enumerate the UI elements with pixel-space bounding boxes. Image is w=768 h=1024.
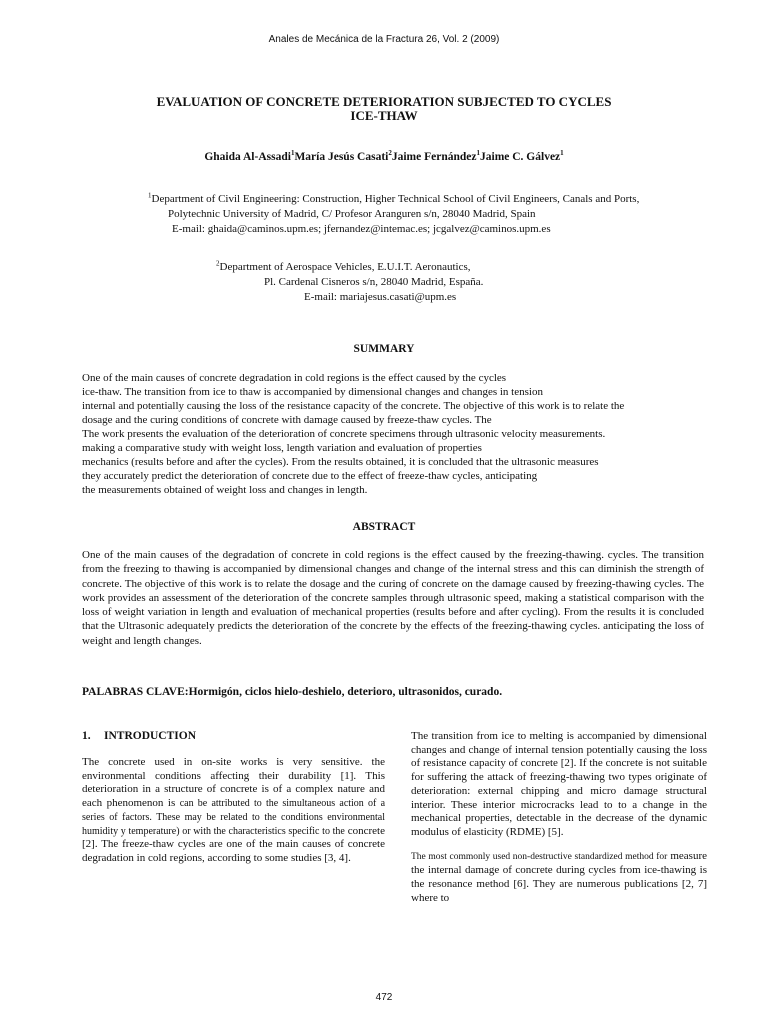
affiliation-address: Pl. Cardenal Cisneros s/n, 28040 Madrid, España. (264, 276, 484, 288)
affiliation-address: Polytechnic University of Madrid, C/ Profesor Aranguren s/n, 28040 Madrid, Spain (168, 208, 536, 220)
affiliation-2 (216, 260, 483, 305)
affiliation-mark: 1 (148, 191, 152, 200)
author-name: Jaime C. Gálvez (480, 151, 561, 163)
section-title: INTRODUCTION (104, 730, 197, 742)
summary-line: The work presents the evaluation of the deterioration of concrete specimens through ultrasonic velocity measurements. (82, 428, 606, 440)
author-name: Ghaida Al-Assadi (204, 151, 291, 163)
summary-line: One of the main causes of concrete degradation in cold regions is the effect caused by the cycles (82, 372, 507, 384)
summary-line: internal and potentially causing the loss of the resistance capacity of the concrete. The objective of this work is to relate the (82, 400, 625, 412)
summary-line: making a comparative study with weight loss, length variation and evaluation of properties (82, 442, 482, 454)
paper-title (0, 95, 768, 123)
summary-line: they accurately predict the deterioration of concrete due to the effect of freeze-thaw cycles, anticipating (82, 470, 538, 482)
author-list (0, 151, 768, 163)
abstract-text: One of the main causes of the degradation of concrete in cold regions is the effect caused by the freezing-thawing. cycles. The transition from the freezing to thawing is accompanied by dimensional changes and change of the internal stress and this can diminish the strength of concrete. The objective of this work is to relate the dosage and the curing of concrete on the damage caused by freezing-thawing cycles. The work provides an assessment of the deterioration of the concrete samples through ultrasonic speed, making a statistical comparison with the loss of weight variation in length and evaluation of mechanical properties (results before and after cycling). From the results it is concluded that the Ultrasonic adequately predicts the deterioration of the concrete by the effects of the freezing-thawing cycles. anticipating the loss of weight and length changes. (82, 549, 704, 647)
page-number: 472 (375, 992, 393, 1003)
author-name: Jaime Fernández (391, 151, 477, 163)
affiliation-department: Department of Aerospace Vehicles, E.U.I.T. Aeronautics, (219, 261, 471, 273)
keywords: PALABRAS CLAVE:Hormigón, ciclos hielo-deshielo, deterioro, ultrasonidos, curado. (82, 686, 503, 698)
author-affiliation-mark: 1 (560, 149, 564, 158)
affiliation-email: E-mail: mariajesus.casati@upm.es (304, 291, 457, 303)
running-header: Anales de Mecánica de la Fractura 26, Vol. 2 (2009) (268, 34, 500, 45)
left-column (82, 730, 385, 866)
title-line-1: EVALUATION OF CONCRETE DETERIORATION SUBJECTED TO CYCLES (156, 94, 612, 109)
section-number: 1. (82, 730, 91, 742)
introduction-paragraph-1: The concrete used in on-site works is very sensitive. the environmental conditions affecting their durability [1]. This deterioration in a structure of concrete is of a complex nature and each phenomenon is can be attributed to the simultaneous action of a series of factors. These may be related to the conditions environmental humidity y temperature) or with the characteristics specific to the concrete [2]. The freeze-thaw cycles are one of the main causes of concrete degradation in cold regions, according to some studies [3, 4]. (82, 756, 386, 864)
affiliation-department: Department of Civil Engineering: Construction, Higher Technical School of Civil Engineers, Canals and Ports, (151, 193, 640, 205)
author-affiliation-mark: 1 (476, 149, 480, 158)
affiliation-mark: 2 (216, 259, 220, 268)
introduction-paragraph-3: The most commonly used non-destructive standardized method for measure the internal damage of concrete during cycles from ice-thawing is the resonance method [6]. They are numerous publications [2, 7] where to (411, 849, 707, 904)
right-column (411, 730, 707, 905)
affiliation-email: E-mail: ghaida@caminos.upm.es; jfernandez@intemac.es; jcgalvez@caminos.upm.es (172, 223, 551, 235)
summary-line: the measurements obtained of weight loss and changes in length. (82, 484, 368, 496)
introduction-heading (82, 730, 385, 742)
author-affiliation-mark: 2 (388, 149, 392, 158)
title-line-2: ICE-THAW (350, 108, 418, 123)
summary-line: ice-thaw. The transition from ice to thaw is accompanied by dimensional changes and changes in tension (82, 386, 543, 398)
author-affiliation-mark: 1 (290, 149, 295, 158)
affiliation-1 (148, 192, 639, 237)
abstract-heading: ABSTRACT (352, 521, 416, 533)
author-name: María Jesús Casati (294, 151, 389, 163)
summary-text (82, 371, 712, 497)
introduction-paragraph-2: The transition from ice to melting is accompanied by dimensional changes and change of internal tension potentially causing the loss of resistance capacity of concrete [2]. If the concrete is not suitable for suffering the attack of freezing-thawing two types originate of deterioration: external chipping and micro damage structural interior. These interior microcracks lead to to a change in the mechanical properties, detectable in the decrease of the dynamic modulus of elasticity (RDME) [5]. (411, 730, 707, 838)
summary-line: mechanics (results before and after the cycles). From the results obtained, it is concluded that the ultrasonic measures (82, 456, 599, 468)
summary-line: dosage and the curing conditions of concrete with damage caused by freeze-thaw cycles. The (82, 414, 492, 426)
summary-heading: SUMMARY (353, 343, 415, 355)
